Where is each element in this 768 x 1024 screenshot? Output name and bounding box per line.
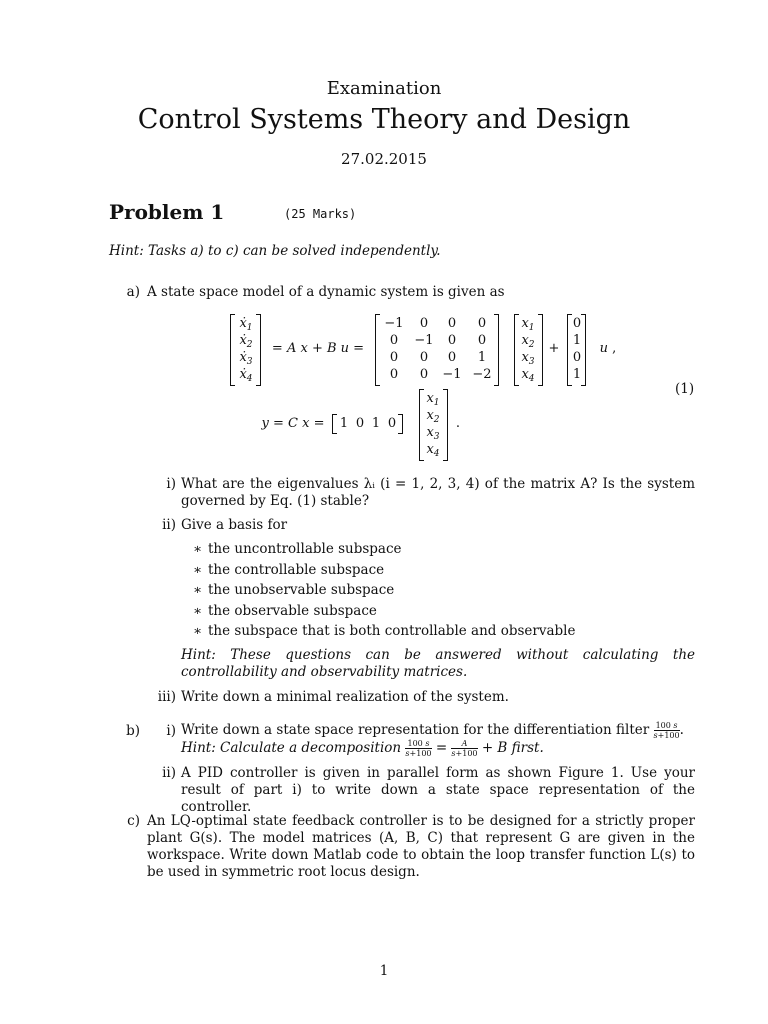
decomp-fraction-left: $\frac{100 s}{s+100}$ [405, 739, 432, 758]
a12: 0 [419, 316, 429, 331]
a44: −2 [472, 367, 492, 382]
x4: $x_4$ [521, 367, 535, 384]
a43: −1 [442, 367, 462, 382]
c1: 1 [339, 416, 349, 431]
part-b-label: b) [126, 723, 140, 739]
y-equals-cx: y = C x = [261, 416, 325, 431]
part-c-text: An LQ-optimal state feedback controller is to be designed for a strictly proper plant G(s). The model matrices (A, B, C) that represent G are given in the workspace. Write down Matlab code to obtain the loop transfer function L(s) to be used in symmetric root locus design. [147, 813, 695, 880]
problem-marks: (25 Marks) [284, 207, 357, 221]
page-number: 1 [379, 963, 389, 979]
question-a-i-label: i) [166, 476, 176, 492]
x3: $x_3$ [426, 425, 440, 442]
period: . [455, 416, 461, 431]
exam-date: 27.02.2015 [341, 150, 427, 168]
xdot1: ẋ$_1$ [239, 316, 253, 333]
list-item: ∗ the subspace that is both controllable and observable [193, 623, 576, 639]
a34: 1 [477, 350, 487, 365]
xdot2: ẋ$_2$ [239, 333, 253, 350]
question-b-ii-label: ii) [162, 765, 176, 781]
question-a-iii-label: iii) [157, 689, 176, 705]
b2: 1 [572, 333, 582, 348]
list-item: ∗ the unobservable subspace [193, 582, 395, 598]
exam-kicker: Examination [326, 78, 442, 99]
a23: 0 [447, 333, 457, 348]
x1: $x_1$ [521, 316, 535, 333]
u-term: u , [599, 341, 617, 356]
a14: 0 [477, 316, 487, 331]
plus-sign: + [548, 341, 560, 356]
c4: 0 [387, 416, 397, 431]
problem-title: Problem 1 [109, 200, 225, 224]
eq-ax-bu: = A x + B u = [271, 341, 365, 356]
question-b-ii: A PID controller is given in parallel form as shown Figure 1. Use your result of part i) to write down a state space representation of the controller. [181, 765, 695, 815]
xdot4: ẋ$_4$ [239, 367, 253, 384]
question-a-ii-hint: Hint: These questions can be answered without calculating the controllability and observability matrices. [181, 647, 695, 680]
x3: $x_3$ [521, 350, 535, 367]
a22: −1 [414, 333, 434, 348]
list-item: ∗ the uncontrollable subspace [193, 541, 402, 557]
x1: $x_1$ [426, 391, 440, 408]
problem-hint: Hint: Tasks a) to c) can be solved independently. [109, 243, 441, 259]
a41: 0 [389, 367, 399, 382]
filter-fraction: $\frac{100 s}{s+100}$ [653, 721, 680, 740]
a13: 0 [447, 316, 457, 331]
decomp-fraction-right: $\frac{A}{s+100}$ [451, 739, 478, 758]
a31: 0 [389, 350, 399, 365]
b3: 0 [572, 350, 582, 365]
bracket-left [230, 314, 235, 386]
x4: $x_4$ [426, 442, 440, 459]
b4: 1 [572, 367, 582, 382]
a33: 0 [447, 350, 457, 365]
bracket-right [538, 314, 543, 386]
x2: $x_2$ [521, 333, 535, 350]
c3: 1 [371, 416, 381, 431]
part-c-label: c) [127, 813, 140, 829]
bracket-right [256, 314, 261, 386]
question-a-iii: Write down a minimal realization of the system. [181, 689, 509, 705]
question-a-ii-label: ii) [162, 517, 176, 533]
list-item: ∗ the controllable subspace [193, 561, 385, 578]
a24: 0 [477, 333, 487, 348]
question-b-i: Write down a state space representation for the differentiation filter $\frac{100 s}{s+100}$ . [181, 721, 684, 740]
exam-title: Control Systems Theory and Design [137, 104, 631, 135]
part-a-label: a) [126, 284, 140, 300]
question-a-ii: Give a basis for [181, 517, 288, 533]
xdot3: ẋ$_3$ [239, 350, 253, 367]
list-item: ∗ the observable subspace [193, 602, 377, 619]
question-b-i-label: i) [166, 723, 176, 739]
c2: 0 [355, 416, 365, 431]
a42: 0 [419, 367, 429, 382]
bullet-list [193, 541, 575, 644]
bracket-right [443, 389, 448, 461]
a32: 0 [419, 350, 429, 365]
a21: 0 [389, 333, 399, 348]
question-a-i: What are the eigenvalues λᵢ (i = 1, 2, 3, 4) of the matrix A? Is the system governed by Eq. (1) stable? [181, 476, 695, 509]
question-b-i-hint: Hint: Calculate a decomposition $\frac{100 s}{s+100}$ = $\frac{A}{s+100}$ + B first. [181, 739, 544, 758]
b1: 0 [572, 316, 582, 331]
part-a-intro: A state space model of a dynamic system is given as [147, 284, 505, 300]
x2: $x_2$ [426, 408, 440, 425]
a11: −1 [384, 316, 404, 331]
equation-label: (1) [675, 381, 695, 397]
